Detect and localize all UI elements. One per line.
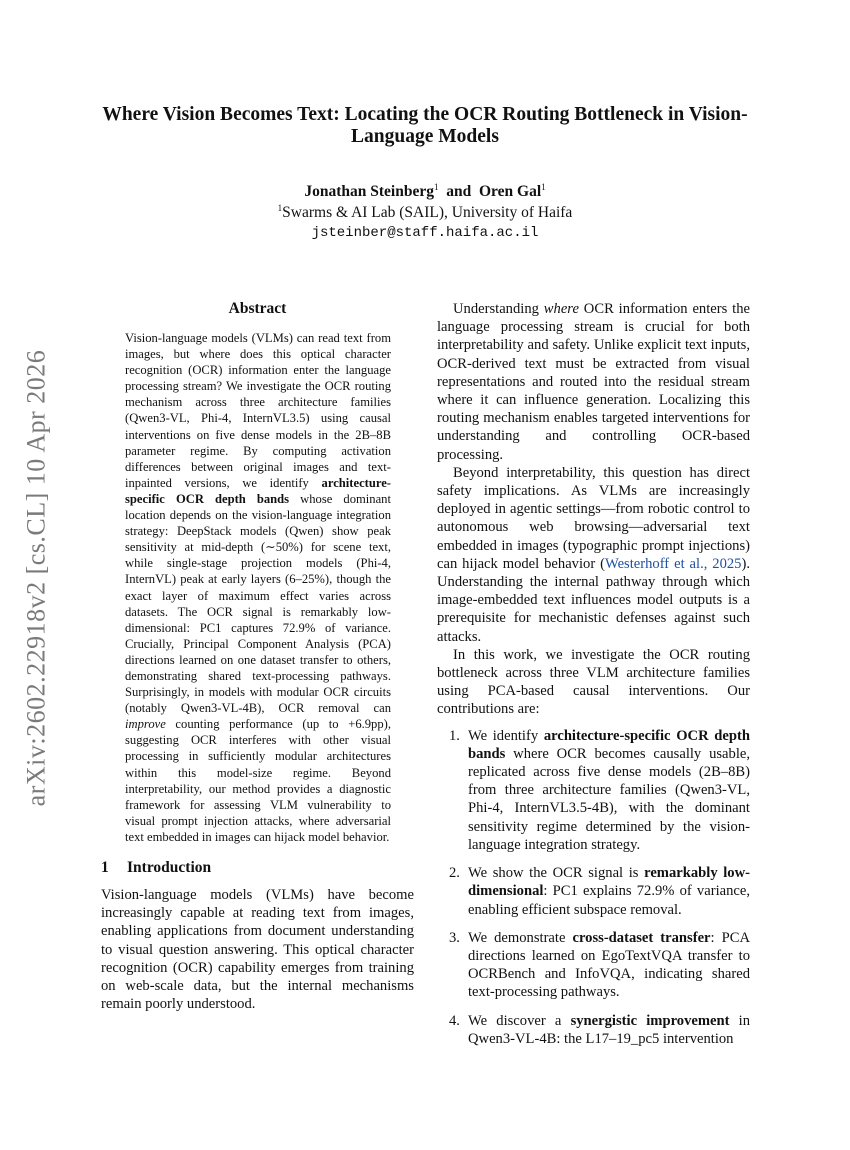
right-paragraph-3: In this work, we investigate the OCR routing bottleneck across three VLM architecture families using PCA-based causal interventions. Our contributions are: bbox=[437, 646, 750, 718]
left-column bbox=[101, 300, 414, 1013]
author-conjunction: and bbox=[446, 183, 472, 200]
list-item-text: in Qwen3-VL-4B: the L17–19_pc5 intervention bbox=[468, 1012, 751, 1047]
list-item-number: 1. bbox=[449, 727, 460, 744]
list-item-text: : PC1 explains 72.9% of variance, enabling efficient subspace removal. bbox=[468, 883, 750, 918]
citation-link[interactable]: Westerhoff et al., 2025 bbox=[604, 555, 742, 572]
right-paragraph-1 bbox=[437, 300, 750, 464]
right-p1-b: OCR information enters the language processing stream is crucial for both interpretability and safety. Unlike explicit text inputs, OCR-derived text must be extracted from visual representations and routed into the residual stream where it can influence generation. Localizing this routing mechanism enables targeted interventions for understanding and controlling OCR-based processing. bbox=[437, 301, 750, 463]
abstract-part-2: whose dominant location depends on the vision-language integration strategy: DeepStack models (Qwen) show peak sensitivity at mid-depth (∼50%) for scene text, while single-stage projection models (Phi-4, InternVL) peak at early layers (6–25%), though the exact layer of maximum effect varies across datasets. The OCR signal is remarkably low-dimensional: PC1 captures 72.9% of variance. Crucially, Principal Component Analysis (PCA) directions learned on one dataset transfer to others, demonstrating shared text-processing pathways. Surprisingly, in models with modular OCR circuits (notably Qwen3-VL-4B), OCR removal can bbox=[125, 491, 391, 716]
abstract-bold-depth-bands: architecture-specific OCR depth bands bbox=[125, 475, 391, 506]
affiliation-text: Swarms & AI Lab (SAIL), University of Haifa bbox=[282, 204, 573, 221]
right-paragraph-2 bbox=[437, 464, 750, 646]
arxiv-identifier-text: arXiv:2602.22918v2 [cs.CL] 10 Apr 2026 bbox=[21, 349, 50, 807]
right-p2-a: Beyond interpretability, this question has direct safety implications. As VLMs are increasingly deployed in agentic settings—from robotic control to autonomous web browsing—adversarial text embedded in images (typographic prompt injections) can hijack model behavior ( bbox=[437, 464, 750, 572]
author-2-affil: 1 bbox=[541, 182, 546, 192]
list-item-number: 2. bbox=[449, 865, 460, 882]
list-item-bold: cross-dataset transfer bbox=[572, 929, 711, 946]
paper-title: Where Vision Becomes Text: Locating the OCR Routing Bottleneck in Vision-Language Models bbox=[102, 104, 748, 147]
abstract-text bbox=[125, 330, 391, 845]
intro-section-title: Introduction bbox=[127, 859, 212, 876]
author-email[interactable]: jsteinber@staff.haifa.ac.il bbox=[311, 225, 539, 241]
author-block bbox=[100, 181, 750, 244]
abstract-heading: Abstract bbox=[228, 300, 287, 317]
right-p2-b: ). Understanding the internal pathway through which image-embedded text influences model outputs is a prerequisite for mechanistic defenses against such attacks. bbox=[437, 555, 750, 645]
arxiv-identifier bbox=[16, 338, 56, 818]
author-1: Jonathan Steinberg bbox=[304, 183, 434, 200]
intro-heading bbox=[101, 859, 414, 877]
list-item bbox=[437, 1012, 750, 1048]
list-item-text: : PCA directions learned on EgoTextVQA transfer to OCRBench and InfoVQA, indicating shared text-processing pathways. bbox=[468, 929, 751, 1001]
right-column bbox=[437, 300, 750, 1058]
right-p1-a: Understanding bbox=[453, 301, 544, 317]
list-item bbox=[437, 727, 750, 854]
abstract-part-1: Vision-language models (VLMs) can read text from images, but where does this optical character recognition (OCR) information enter the language processing stream? We investigate the OCR routing mechanism across three architecture families (Qwen3-VL, Phi-4, InternVL3.5) using causal interventions on five dense models in the 2B–8B parameter regime. By computing activation differences between original images and text-inpainted versions, we identify bbox=[125, 331, 391, 490]
list-item-text: We demonstrate bbox=[468, 929, 573, 946]
list-item-text: We show the OCR signal is bbox=[468, 865, 645, 882]
author-1-affil: 1 bbox=[433, 182, 439, 192]
right-p1-italic-where: where bbox=[543, 301, 579, 317]
affiliation-marker: 1 bbox=[277, 203, 283, 213]
list-item bbox=[437, 929, 750, 1002]
list-item bbox=[437, 864, 750, 919]
list-item-number: 3. bbox=[449, 929, 460, 946]
intro-section-number: 1 bbox=[101, 859, 109, 876]
abstract-italic-improve: improve bbox=[125, 717, 166, 732]
list-item-text: where OCR becomes causally usable, replicated across five dense models (2B–8B) from three architecture families (Qwen3-VL, Phi-4, InternVL3.5-4B), with the dominant sensitivity regime determined by the vision-language integration strategy. bbox=[468, 745, 750, 853]
contributions-list bbox=[437, 727, 750, 1048]
list-item-text: We discover a bbox=[468, 1012, 571, 1029]
list-item-text: We identify bbox=[468, 727, 544, 744]
list-item-number: 4. bbox=[449, 1012, 460, 1029]
author-names bbox=[100, 181, 750, 202]
author-2: Oren Gal bbox=[478, 183, 542, 200]
abstract-part-3: counting performance (up to +6.9pp), suggesting OCR interferes with other visual processing in sufficiently modular architectures within this model-size regime. Beyond interpretability, our method provides a diagnostic framework for assessing VLM vulnerability to visual prompt injection attacks, where adversarial text embedded in images can hijack model behavior. bbox=[125, 717, 391, 844]
intro-paragraph-1: Vision-language models (VLMs) have become increasingly capable at reading text from images, enabling applications from document understanding to visual question answering. This optical character recognition (OCR) capability emerges from training on web-scale data, but the internal mechanisms remain poorly understood. bbox=[101, 887, 414, 1013]
list-item-bold: architecture-specific OCR depth bands bbox=[468, 727, 750, 762]
list-item-bold: remarkably low-dimensional bbox=[468, 865, 750, 900]
affiliation bbox=[100, 202, 750, 223]
list-item-bold: synergistic improvement bbox=[570, 1012, 730, 1029]
